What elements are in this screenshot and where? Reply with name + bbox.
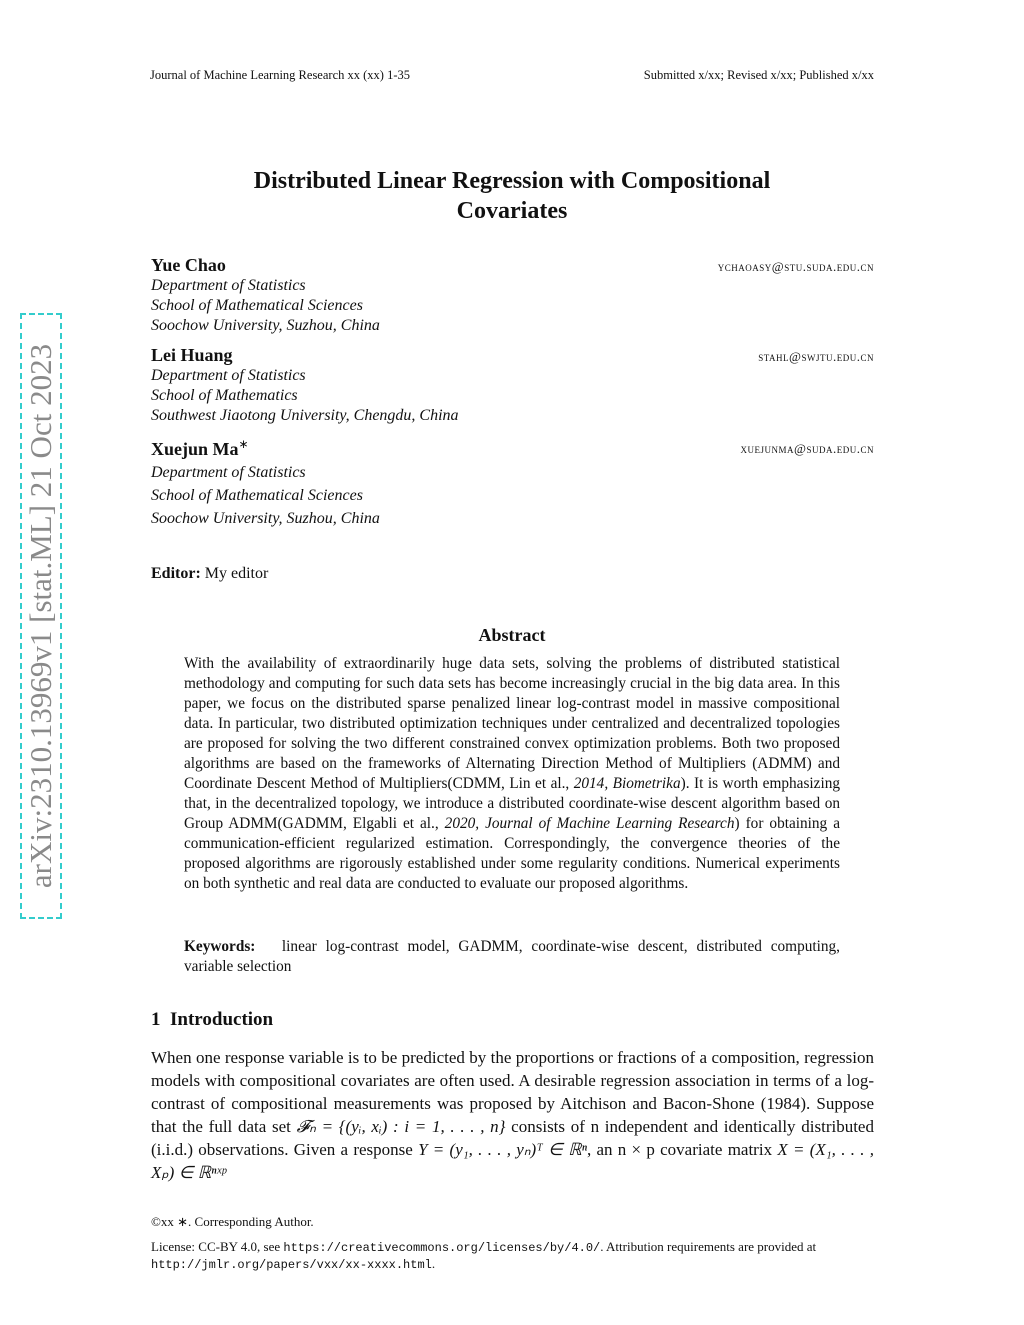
copyright-note: ©xx ∗. Corresponding Author.	[151, 1214, 314, 1229]
author-affiliation-1	[151, 276, 380, 336]
aff-department: Department of Statistics	[151, 464, 306, 481]
abstract-heading: Abstract	[478, 625, 546, 645]
section-heading	[151, 1009, 273, 1031]
aff-department: Department of Statistics	[151, 277, 306, 294]
section-number: 1	[151, 1009, 161, 1030]
author-email-3[interactable]: xuejunma@suda.edu.cn	[740, 441, 874, 456]
intro-text-2: consists of n independent and identically distributed (i.i.d.) observations. Given a response	[151, 1117, 874, 1159]
arxiv-id[interactable]: arXiv:2310.13969v1 [stat.ML] 21 Oct 2023	[23, 343, 58, 889]
abstract-part-1: With the availability of extraordinarily huge data sets, solving the problems of distributed statistical methodology and computing for such data sets has become increasingly crucial in the big data area. In this paper, we focus on the distributed sparse penalized linear log-contrast model in massive compositional data. In particular, two distributed optimization techniques under centralized and decentralized topologies are proposed for solving the two different constrained convex optimization problems. Both two proposed algorithms are based on the frameworks of Alternating Direction Method of Multipliers (ADMM) and Coordinate Descent Method of Multipliers(CDMM, Lin et al.,	[184, 655, 840, 792]
aff-school: School of Mathematical Sciences	[151, 297, 363, 314]
response-formula: Y = (y₁, . . . , yₙ)ᵀ ∈ ℝⁿ	[418, 1140, 587, 1159]
intro-paragraph	[151, 1046, 874, 1184]
abstract-part-2: ). It is worth emphasizing that, in the decentralized topology, we introduce a distributed coordinate-wise descent algorithm based on Group ADMM(GADMM, Elgabli et al.,	[184, 775, 840, 832]
editor-line	[151, 565, 268, 583]
editor-label: Editor:	[151, 565, 201, 582]
license-note	[151, 1239, 874, 1273]
aff-school: School of Mathematics	[151, 387, 298, 404]
journal-header: Journal of Machine Learning Research xx (xx) 1-35	[150, 68, 410, 82]
license-prefix: License: CC-BY 4.0, see	[151, 1239, 284, 1254]
section-title: Introduction	[170, 1009, 274, 1030]
aff-school: School of Mathematical Sciences	[151, 487, 363, 504]
intro-text-1: When one response variable is to be predicted by the proportions or fractions of a composition, regression models with compositional covariates are often used. A desirable regression association in terms of a log-contrast of compositional measurements was proposed by Aitchison and Bacon-Shone (1984). Suppose that the full data set	[151, 1048, 874, 1136]
license-link[interactable]: https://creativecommons.org/licenses/by/4.0/	[283, 1241, 601, 1255]
submission-dates: Submitted x/xx; Revised x/xx; Published x/xx	[643, 68, 874, 82]
title-line-2: Covariates	[456, 198, 568, 224]
editor-name: My editor	[204, 565, 269, 582]
keywords	[184, 937, 840, 977]
dataset-formula: 𝓕ₙ = {(yᵢ, xᵢ) : i = 1, . . . , n}	[296, 1117, 506, 1136]
author-name-text: Xuejun Ma	[151, 439, 239, 459]
intro-text-3: , an n × p covariate matrix	[586, 1140, 778, 1159]
matrix-formula: X = (X₁, . . . , Xₚ) ∈ ℝⁿˣᵖ	[151, 1140, 874, 1182]
abstract-text	[184, 654, 840, 894]
arxiv-sidebar[interactable]	[20, 313, 62, 919]
abstract-citation-2: 2020, Journal of Machine Learning Research	[444, 815, 735, 832]
aff-department: Department of Statistics	[151, 367, 306, 384]
author-name-2: Lei Huang	[151, 345, 233, 365]
keywords-label: Keywords:	[184, 938, 256, 955]
author-affiliation-2	[151, 366, 459, 426]
attribution-link[interactable]: http://jmlr.org/papers/vxx/xx-xxxx.html	[151, 1258, 432, 1272]
paper-title	[150, 166, 874, 226]
keywords-text: linear log-contrast model, GADMM, coordinate-wise descent, distributed computing, variable selection	[184, 938, 840, 975]
aff-university: Southwest Jiaotong University, Chengdu, China	[151, 407, 459, 424]
title-line-1: Distributed Linear Regression with Compositional	[253, 168, 771, 194]
license-mid: . Attribution requirements are provided at	[600, 1239, 817, 1254]
license-end: .	[431, 1256, 436, 1271]
author-email-2[interactable]: stahl@swjtu.edu.cn	[758, 349, 874, 364]
author-name-1: Yue Chao	[151, 255, 226, 275]
abstract-part-3: ) for obtaining a communication-efficient regularized estimation. Correspondingly, the convergence theories of the proposed algorithms are rigorously established under some regularity conditions. Numerical experiments on both synthetic and real data are conducted to evaluate our proposed algorithms.	[184, 815, 840, 892]
author-affiliation-3	[151, 461, 380, 530]
author-name-3	[151, 437, 249, 460]
abstract-citation-1: 2014, Biometrika	[573, 775, 681, 792]
author-email-1[interactable]: ychaoasy@stu.suda.edu.cn	[717, 259, 874, 274]
corresponding-marker: ∗	[238, 437, 249, 451]
aff-university: Soochow University, Suzhou, China	[151, 317, 380, 334]
aff-university: Soochow University, Suzhou, China	[151, 510, 380, 527]
